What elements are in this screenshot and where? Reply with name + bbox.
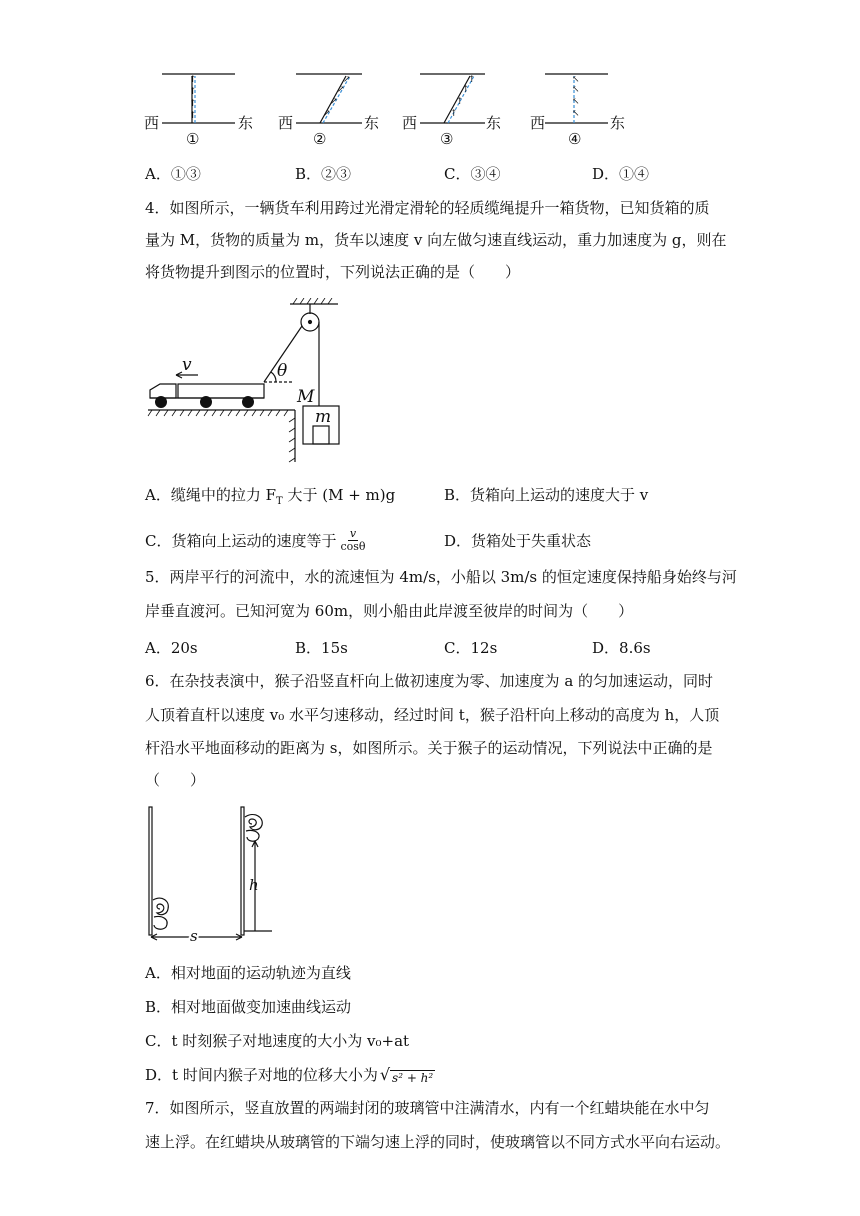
svg-text:↑: ↑ [189,111,197,121]
q4-option-c-text: C．货箱向上运动的速度等于 [145,532,337,550]
q4-truck-pulley-figure [140,298,380,466]
q3-option-c: C．③④ [444,165,501,183]
q4-option-c-numerator: v [349,527,357,540]
q4-stem-line-3: 将货物提升到图示的位置时，下列说法正确的是（ ） [145,263,521,281]
svg-text:↖: ↖ [572,109,580,119]
q6-option-c: C．t 时刻猴子对地速度的大小为 v₀+at [145,1032,410,1050]
q6-option-d-text: D．t 时间内猴子对地的位移大小为 [145,1066,378,1084]
svg-text:↑: ↑ [462,85,470,95]
q4-option-b: B．货箱向上运动的速度大于 v [444,486,649,504]
q4-option-a-text: A．缆绳中的拉力 F [145,486,277,504]
svg-text:↖: ↖ [572,75,580,85]
q4-option-a-subscript: T [276,496,283,507]
q7-stem-line-1: 7．如图所示，竖直放置的两端封闭的玻璃管中注满清水，内有一个红蜡块能在水中匀 [145,1099,710,1117]
q4-option-d: D．货箱处于失重状态 [444,532,592,550]
q6-option-a: A．相对地面的运动轨迹为直线 [145,964,351,982]
q3-west-label-3: 西 [402,114,418,132]
svg-text:↗: ↗ [337,85,345,95]
q5-stem-line-1: 5．两岸平行的河流中，水的流速恒为 4m/s，小船以 3m/s 的恒定速度保持船身始终与河 [145,568,737,586]
q6-stem-line-1: 6．在杂技表演中，猴子沿竖直杆向上做初速度为零、加速度为 a 的匀加速运动，同时 [145,672,714,690]
q4-option-a [145,484,395,507]
svg-text:↖: ↖ [572,97,580,107]
svg-text:↑: ↑ [450,109,458,119]
q4-stem-line-1: 4．如图所示，一辆货车利用跨过光滑定滑轮的轻质缆绳提升一箱货物，已知货箱的质 [145,199,710,217]
q4-option-c [145,528,366,553]
q5-option-a: A．20s [145,639,198,657]
q3-option-a: A．①③ [145,165,201,183]
svg-text:↗: ↗ [323,109,331,119]
svg-text:↑: ↑ [189,99,197,109]
q3-option-b: B．②③ [295,165,352,183]
q5-stem-line-2: 岸垂直渡河。已知河宽为 60m，则小船由此岸渡至彼岸的时间为（ ） [145,602,634,620]
q6-s-label: s [190,927,198,945]
q3-east-label-3: 东 [486,114,502,132]
svg-text:↗: ↗ [343,75,351,85]
q3-west-label-1: 西 [144,114,160,132]
svg-text:↗: ↗ [330,97,338,107]
q6-option-d [145,1064,435,1086]
q3-diagram-label-1: ① [186,130,200,148]
svg-text:↖: ↖ [572,85,580,95]
q3-option-d: D．①④ [592,165,650,183]
q4-theta-label: θ [277,361,288,381]
q6-monkey-figure [140,805,280,945]
q4-option-c-fraction [340,528,365,553]
q3-east-label-1: 东 [238,114,254,132]
q4-option-a-tail: 大于 (M + m)g [282,486,396,504]
svg-text:↑: ↑ [189,87,197,97]
q3-diagram-label-3: ③ [440,130,454,148]
q6-h-label: h [249,876,259,894]
q3-west-label-4: 西 [530,114,546,132]
svg-text:↑: ↑ [189,75,197,85]
q4-M-label: M [297,387,315,407]
q6-option-d-sqrt: √ s² + h² [379,1065,434,1085]
q5-option-d: D．8.6s [592,639,651,657]
q6-stem-line-4: （ ） [145,771,206,789]
q3-figure [140,60,660,150]
q3-west-label-2: 西 [278,114,294,132]
q4-option-c-denominator: cosθ [340,540,366,553]
q3-east-label-2: 东 [364,114,380,132]
svg-text:↑: ↑ [468,75,476,85]
svg-text:↑: ↑ [456,97,464,107]
q5-option-c: C．12s [444,639,498,657]
q4-stem-line-2: 量为 M，货物的质量为 m，货车以速度 v 向左做匀速直线运动，重力加速度为 g，则在 [145,231,727,249]
q6-stem-line-2: 人顶着直杆以速度 v₀ 水平匀速移动，经过时间 t，猴子沿杆向上移动的高度为 h，人顶 [145,706,720,724]
q3-east-label-4: 东 [610,114,626,132]
q4-m-label: m [315,407,332,427]
q3-diagram-label-2: ② [313,130,327,148]
q6-stem-line-3: 杆沿水平地面移动的距离为 s，如图所示。关于猴子的运动情况，下列说法中正确的是 [145,739,713,757]
q6-option-b: B．相对地面做变加速曲线运动 [145,998,352,1016]
q4-velocity-label: v [182,355,192,375]
q7-stem-line-2: 速上浮。在红蜡块从玻璃管的下端匀速上浮的同时，使玻璃管以不同方式水平向右运动。 [145,1133,731,1151]
q5-option-b: B．15s [295,639,348,657]
q3-diagram-label-4: ④ [568,130,582,148]
q6-option-d-radicand: s² + h² [392,1071,434,1085]
